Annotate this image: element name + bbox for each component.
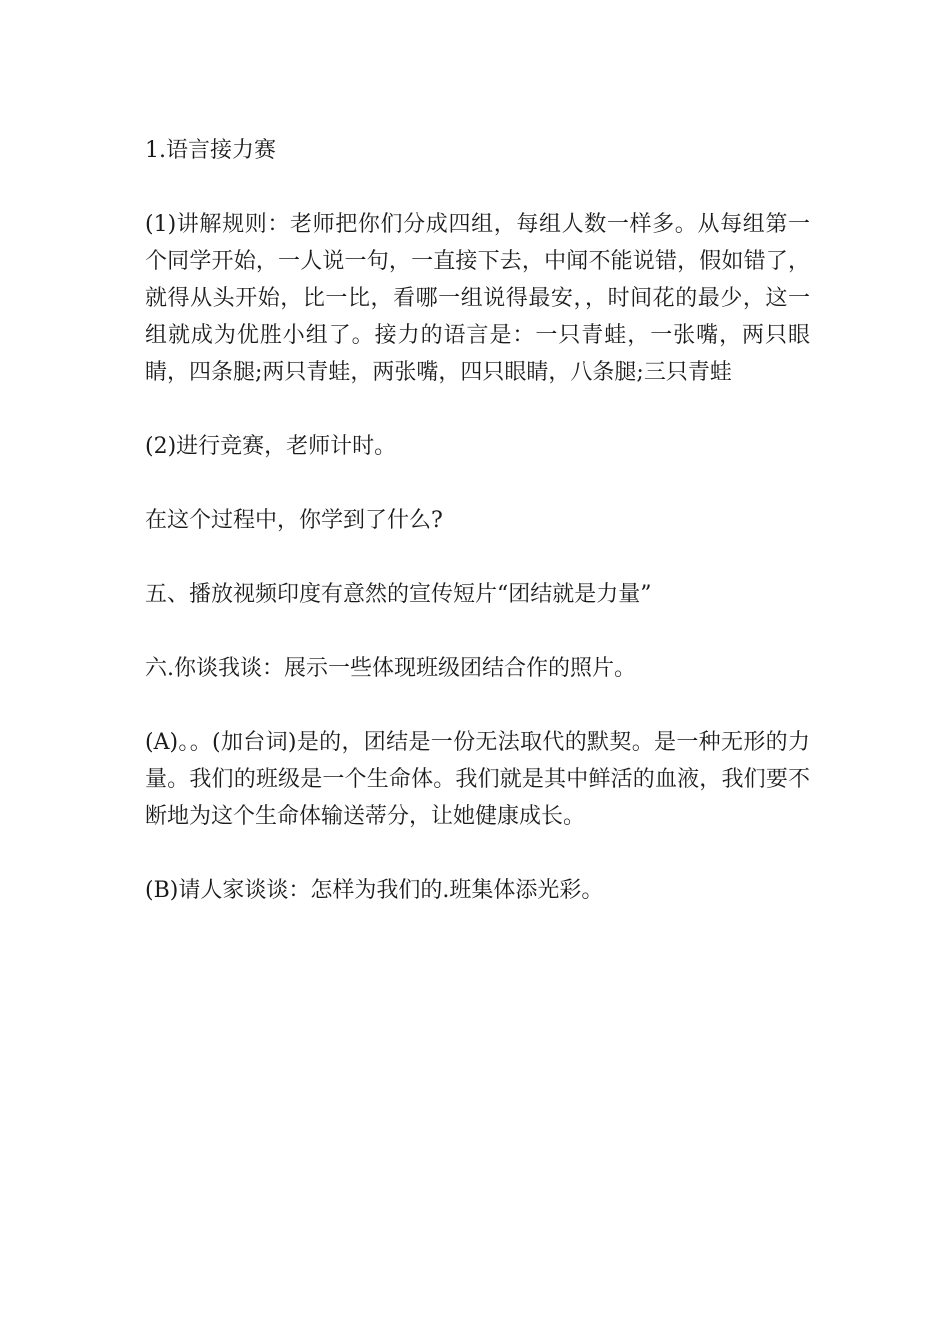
document-body <box>145 132 810 946</box>
paragraph-b: (B)请人家谈谈：怎样为我们的.班集体添光彩。 <box>145 878 604 903</box>
paragraph-a: (A)。。(加台词)是的，团结是一份无法取代的默契。是一种无形的力量。我们的班级是一个生命体。我们就是其中鲜活的血液，我们要不断地为这个生命体输送蒂分，让她健康成长。 <box>145 730 810 829</box>
paragraph-rules: (1)讲解规则：老师把你们分成四组，每组人数一样多。从每组第一个同学开始，一人说一句，一直接下去，中闻不能说错，假如错了，就得从头开始，比一比，看哪一组说得最安，，时间花的最少，这一组就成为优胜小组了。接力的语言是：一只青蛙，一张嘴，两只眼睛，四条腿;两只青蛙，两张嘴，四只眼睛，八条腿;三只青蛙 <box>145 212 810 385</box>
heading-language-relay: 1.语言接力赛 <box>145 138 276 163</box>
section-six-heading: 六.你谈我谈：展示一些体现班级团结合作的照片。 <box>145 656 636 681</box>
paragraph-question: 在这个过程中，你学到了什么? <box>145 508 443 533</box>
section-five-heading: 五、播放视频印度有意然的宣传短片“团结就是力量” <box>145 582 652 607</box>
paragraph-competition: (2)进行竞赛，老师计时。 <box>145 434 397 459</box>
